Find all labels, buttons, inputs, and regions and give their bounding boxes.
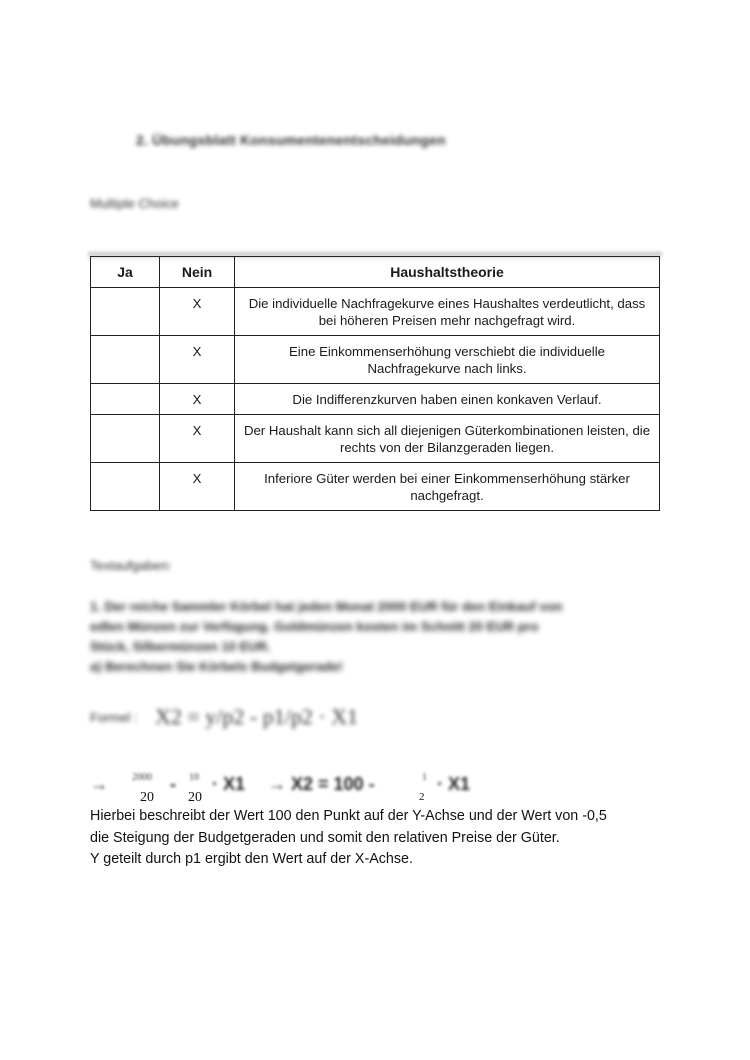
cell-ja: [91, 463, 160, 511]
minus-sign: -: [170, 774, 176, 794]
explanation-text: [90, 806, 690, 871]
cell-ja: [91, 288, 160, 336]
formula-label: Formel :: [90, 710, 138, 725]
fraction-denominator: 20: [140, 790, 154, 805]
section-heading-multiple-choice: Multiple Choice: [90, 196, 179, 211]
task-1-line: 1. Der reiche Sammler Körbel hat jeden Monat 2000 EUR für den Einkauf von: [90, 599, 563, 614]
fraction-numerator: 1: [422, 772, 427, 783]
cell-statement: Die individuelle Nachfragekurve eines Haushaltes verdeutlicht, dass bei höheren Preisen mehr nachgefragt wird.: [235, 288, 660, 336]
x1-term: · X1: [212, 774, 246, 794]
fraction-numerator: 2000: [132, 772, 152, 783]
formula-expression: X2 = y/p2 - p1/p2 · X1: [155, 704, 359, 729]
header-nein: Nein: [160, 257, 235, 288]
page-title: 2. Übungsblatt Konsumentenentscheidungen: [136, 132, 446, 148]
cell-ja: [91, 415, 160, 463]
task-1-line: edlen Münzen zur Verfügung. Goldmünzen kosten im Schnitt 20 EUR pro: [90, 619, 539, 634]
task-1-line: Stück, Silbermünzen 10 EUR.: [90, 639, 271, 654]
header-ja: Ja: [91, 257, 160, 288]
multiple-choice-table: [90, 256, 660, 511]
cell-statement: Die Indifferenzkurven haben einen konkaven Verlauf.: [235, 384, 660, 415]
cell-ja: [91, 336, 160, 384]
task-1-line: a) Berechnen Sie Körbels Budgetgerade!: [90, 659, 343, 674]
cell-nein: X: [160, 288, 235, 336]
explanation-line: Hierbei beschreibt der Wert 100 den Punkt auf der Y-Achse und der Wert von -0,5: [90, 808, 607, 824]
cell-nein: X: [160, 463, 235, 511]
section-heading-textaufgaben: Textaufgaben:: [90, 558, 172, 573]
cell-nein: X: [160, 415, 235, 463]
cell-nein: X: [160, 384, 235, 415]
x1-term: · X1: [437, 774, 471, 794]
header-haushaltstheorie: Haushaltstheorie: [235, 257, 660, 288]
cell-nein: X: [160, 336, 235, 384]
calculation-line: [90, 770, 510, 806]
table-row: [91, 463, 660, 511]
cell-statement: Der Haushalt kann sich all diejenigen Güterkombinationen leisten, die rechts von der Bilanzgeraden liegen.: [235, 415, 660, 463]
table-row: [91, 415, 660, 463]
cell-statement: Eine Einkommenserhöhung verschiebt die individuelle Nachfragekurve nach links.: [235, 336, 660, 384]
table-row: [91, 384, 660, 415]
task-1-text: [90, 597, 650, 677]
table-row: [91, 288, 660, 336]
table-header-row: [91, 257, 660, 288]
result-equation: → X2 = 100 -: [268, 774, 375, 794]
explanation-line: die Steigung der Budgetgeraden und somit den relativen Preise der Güter.: [90, 829, 560, 846]
fraction-numerator: 10: [189, 772, 199, 783]
cell-ja: [91, 384, 160, 415]
table-row: [91, 336, 660, 384]
fraction-denominator: 20: [188, 790, 202, 805]
explanation-line: Y geteilt durch p1 ergibt den Wert auf der X-Achse.: [90, 851, 413, 867]
fraction-denominator: 2: [419, 791, 425, 803]
cell-statement: Inferiore Güter werden bei einer Einkommenserhöhung stärker nachgefragt.: [235, 463, 660, 511]
formula-line: [90, 700, 390, 740]
arrow-icon: →: [90, 774, 108, 794]
